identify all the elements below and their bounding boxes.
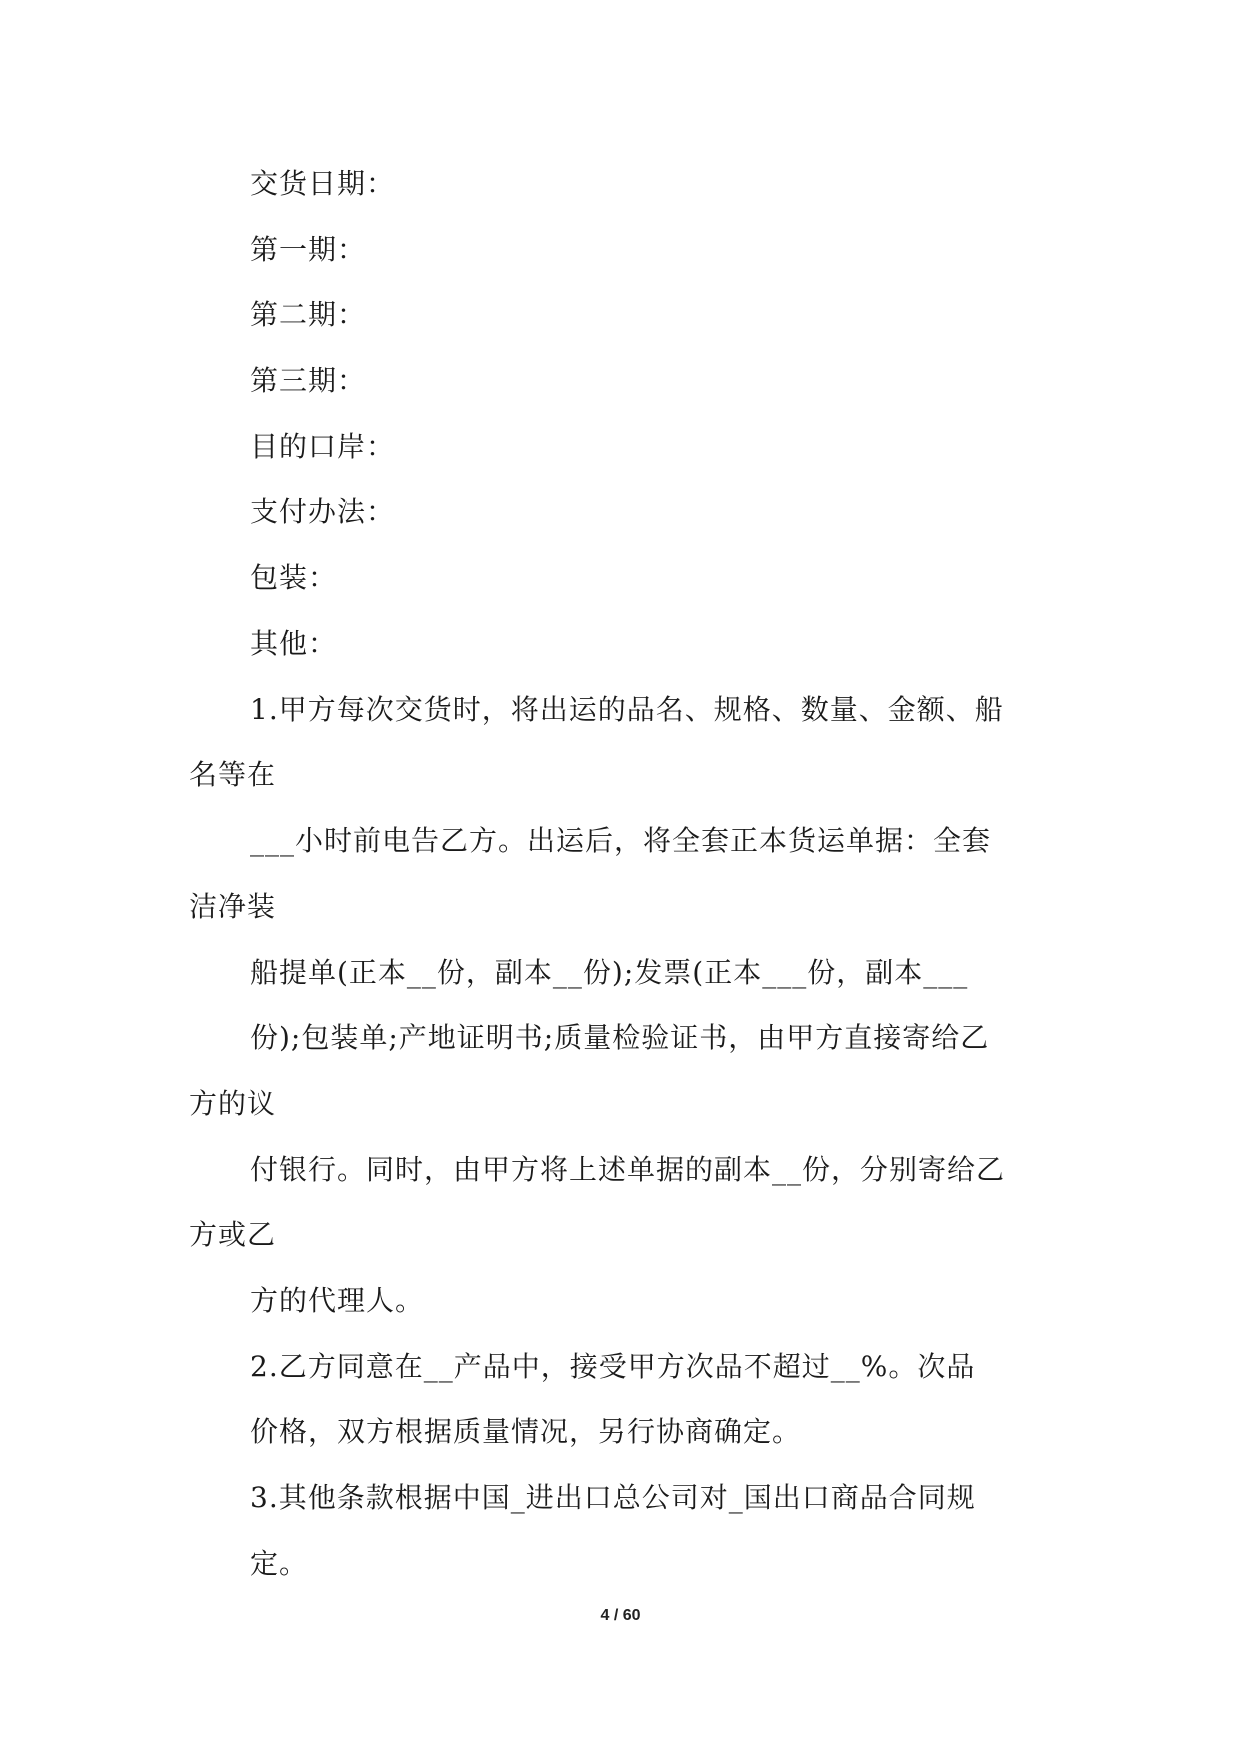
text-line-payment: 支付办法： [250, 495, 396, 528]
text-line-clause-1d: 洁净装 [189, 890, 277, 923]
text-line-destination: 目的口岸： [250, 430, 396, 463]
text-line-other: 其他： [250, 627, 338, 660]
text-line-clause-1e: 船提单(正本__份，副本__份);发票(正本___份，副本___ [250, 956, 969, 989]
text-line-clause-2a: 2.乙方同意在__产品中，接受甲方次品不超过__%。次品 [250, 1350, 976, 1383]
text-line-clause-1b: 名等在 [189, 758, 277, 791]
page-number: 4 / 60 [600, 1607, 641, 1624]
text-line-packaging: 包装： [250, 561, 338, 594]
text-line-clause-1g: 方的议 [189, 1087, 277, 1120]
text-line-clause-3b: 定。 [250, 1547, 309, 1580]
text-line-clause-1j: 方的代理人。 [250, 1284, 425, 1317]
text-line-phase-2: 第二期： [250, 298, 367, 331]
text-line-clause-1h: 付银行。同时，由甲方将上述单据的副本__份，分别寄给乙 [250, 1153, 1006, 1186]
text-line-phase-3: 第三期： [250, 364, 367, 397]
text-line-clause-1i: 方或乙 [189, 1218, 277, 1251]
text-line-clause-1f: 份);包装单;产地证明书;质量检验证书，由甲方直接寄给乙 [250, 1021, 990, 1054]
text-line-delivery-date: 交货日期： [250, 167, 396, 200]
text-line-clause-2b: 价格，双方根据质量情况，另行协商确定。 [250, 1415, 802, 1448]
text-line-clause-1a: 1.甲方每次交货时，将出运的品名、规格、数量、金额、船 [250, 693, 1004, 726]
text-line-clause-3a: 3.其他条款根据中国_进出口总公司对_国出口商品合同规 [250, 1481, 976, 1514]
text-line-phase-1: 第一期： [250, 233, 367, 266]
text-line-clause-1c: ___小时前电告乙方。出运后，将全套正本货运单据：全套 [250, 824, 992, 857]
